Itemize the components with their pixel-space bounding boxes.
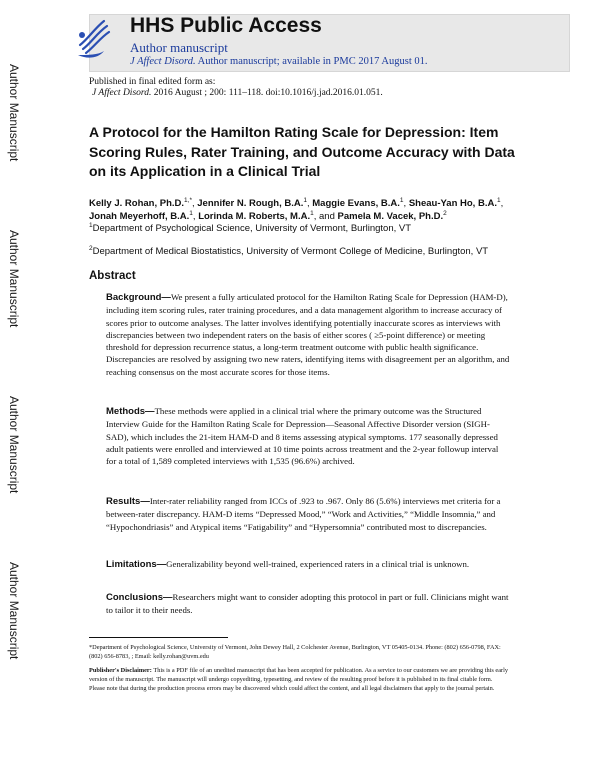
affiliation-2	[89, 246, 488, 257]
availability-line	[130, 56, 428, 67]
journal-name: J Affect Disord.	[130, 56, 196, 67]
results-text: Inter-rater reliability ranged from ICCs of .923 to .967. Only 86 (5.6%) interviews met criteria for a between-rater discrepancy. HAM-D items “Depressed Mood,” “Work and Activities,” “Middle Insomnia,” and “Hypochondriasis” and Atypical items “Fatigability” and “Hypersomnia” contributed most to discrepancies.	[106, 496, 501, 532]
side-label-3: Author Manuscript	[7, 396, 21, 494]
author-affiliation-mark: 1	[310, 209, 314, 217]
abstract-methods	[106, 405, 510, 467]
side-label-4: Author Manuscript	[7, 562, 21, 660]
limitations-text: Generalizability beyond well-trained, experienced raters in a clinical trial is unknown.	[166, 559, 470, 569]
citation-line	[89, 88, 383, 99]
author-separator: ,	[500, 198, 504, 209]
author-affiliation-mark: 1	[189, 209, 193, 217]
author-name: Pamela M. Vacek, Ph.D.	[337, 211, 444, 222]
author-affiliation-mark: 1	[303, 196, 307, 204]
author-list	[89, 197, 519, 223]
author-affiliation-mark: 1	[496, 196, 501, 204]
availability-text: Author manuscript; available in PMC 2017 August 01.	[195, 56, 428, 67]
author-name: Maggie Evans, B.A.	[312, 198, 400, 209]
author-manuscript-label: Author manuscript	[130, 40, 228, 55]
limitations-label: Limitations—	[106, 559, 167, 570]
citation-details: 2016 August ; 200: 111–118. doi:10.1016/j.jad.2016.01.051.	[151, 88, 383, 98]
author-affiliation-mark: 1,*	[184, 196, 192, 204]
abstract-limitations	[106, 558, 510, 571]
author-manuscript-sidebar	[0, 0, 28, 776]
published-as-label: Published in final edited form as:	[89, 77, 216, 87]
corresponding-author-footnote: *Department of Psychological Science, University of Vermont, John Dewey Hall, 2 Colchester Avenue, Burlington, VT 05405-0134. Phone: (802) 656-0798, FAX: (802) 656-8783, ; Email: kelly.rohan@uvm.edu	[89, 644, 501, 660]
abstract-heading: Abstract	[89, 270, 136, 282]
author-name: Sheau-Yan Ho, B.A.	[408, 198, 497, 209]
side-label-1: Author Manuscript	[7, 64, 21, 162]
citation-journal: J Affect Disord.	[92, 88, 152, 98]
abstract-conclusions	[106, 591, 510, 617]
hhs-public-access-title: HHS Public Access	[130, 14, 322, 37]
affiliation-text: Department of Medical Biostatistics, University of Vermont College of Medicine, Burlington, VT	[92, 246, 489, 257]
footnote-divider	[89, 637, 228, 638]
disclaimer-text: This is a PDF file of an unedited manuscript that has been accepted for publication. As a service to our customers we are providing this early version of the manuscript. The manuscript will undergo copyediting, typesetting, and review of the resulting proof before it is published in its final citable form. Please note that during the production process errors may be discovered which could affect the content, and all legal disclaimers that apply to the journal pertain.	[89, 667, 508, 692]
author-name: Kelly J. Rohan, Ph.D.	[89, 198, 185, 209]
author-name: Jennifer N. Rough, B.A.	[197, 198, 304, 209]
side-label-2: Author Manuscript	[7, 230, 21, 328]
conclusions-label: Conclusions—	[106, 592, 173, 603]
author-affiliation-mark: 2	[443, 209, 447, 217]
author-name: Lorinda M. Roberts, M.A.	[198, 211, 311, 222]
paper-title: A Protocol for the Hamilton Rating Scale for Depression: Item Scoring Rules, Rater Training, and Outcome Accuracy with Data on its Application in a Clinical Trial	[89, 124, 515, 179]
disclaimer-label: Publisher's Disclaimer:	[89, 667, 154, 674]
author-separator: ,	[192, 211, 199, 222]
background-text: We present a fully articulated protocol for the Hamilton Rating Scale for Depression (HAM-D), including item scoring rules, rater training procedures, and a data management algorithm to increase accuracy of scores prior to outcome analyses. The latter involves identifying potentially inaccurate scores as interviews with discrepancies between two independent raters on the basis of either scores ( ≥5-point difference) or meeting threshold for depression recurrence status, a long-term treatment outcome with public health significance. Discrepancies are resolved by assigning two new raters, identifying items with disagreement per an algorithm, and reaching consensus on the most accurate scores for those items.	[106, 292, 510, 377]
conclusions-text: Researchers might want to consider adopting this protocol in part or full. Clinicians might want to tailor it to their needs.	[106, 592, 509, 616]
background-label: Background—	[106, 292, 171, 303]
author-separator: ,	[403, 198, 409, 209]
affiliation-mark: 2	[89, 244, 93, 252]
author-separator: ,	[306, 198, 313, 209]
methods-label: Methods—	[106, 406, 155, 417]
author-separator: , and	[313, 211, 338, 222]
abstract-results	[106, 495, 510, 533]
methods-text: These methods were applied in a clinical trial where the primary outcome was the Structured Interview Guide for the Hamilton Rating Scale for Depression—Seasonal Affective Disorder version (SIGH-SAD), which includes the 21-item HAM-D and 8 items assessing atypical symptoms. 177 seasonally depressed adult patients were enrolled and interviewed at 10 time points across treatment and the 2-year followup interval for a total of 1,589 completed interviews with 1,535 (96.6%) archived.	[106, 406, 499, 467]
affiliation-text: Department of Psychological Science, University of Vermont, Burlington, VT	[92, 223, 412, 234]
results-label: Results—	[106, 496, 150, 507]
abstract-background	[106, 291, 510, 378]
author-affiliation-mark: 1	[399, 196, 404, 204]
publication-info	[89, 77, 383, 99]
author-separator: ,	[191, 198, 198, 209]
affiliation-mark: 1	[89, 221, 93, 229]
hhs-eagle-logo-icon	[74, 15, 114, 61]
author-name: Jonah Meyerhoff, B.A.	[89, 211, 190, 222]
affiliation-1	[89, 223, 411, 234]
publisher-disclaimer	[89, 666, 509, 693]
